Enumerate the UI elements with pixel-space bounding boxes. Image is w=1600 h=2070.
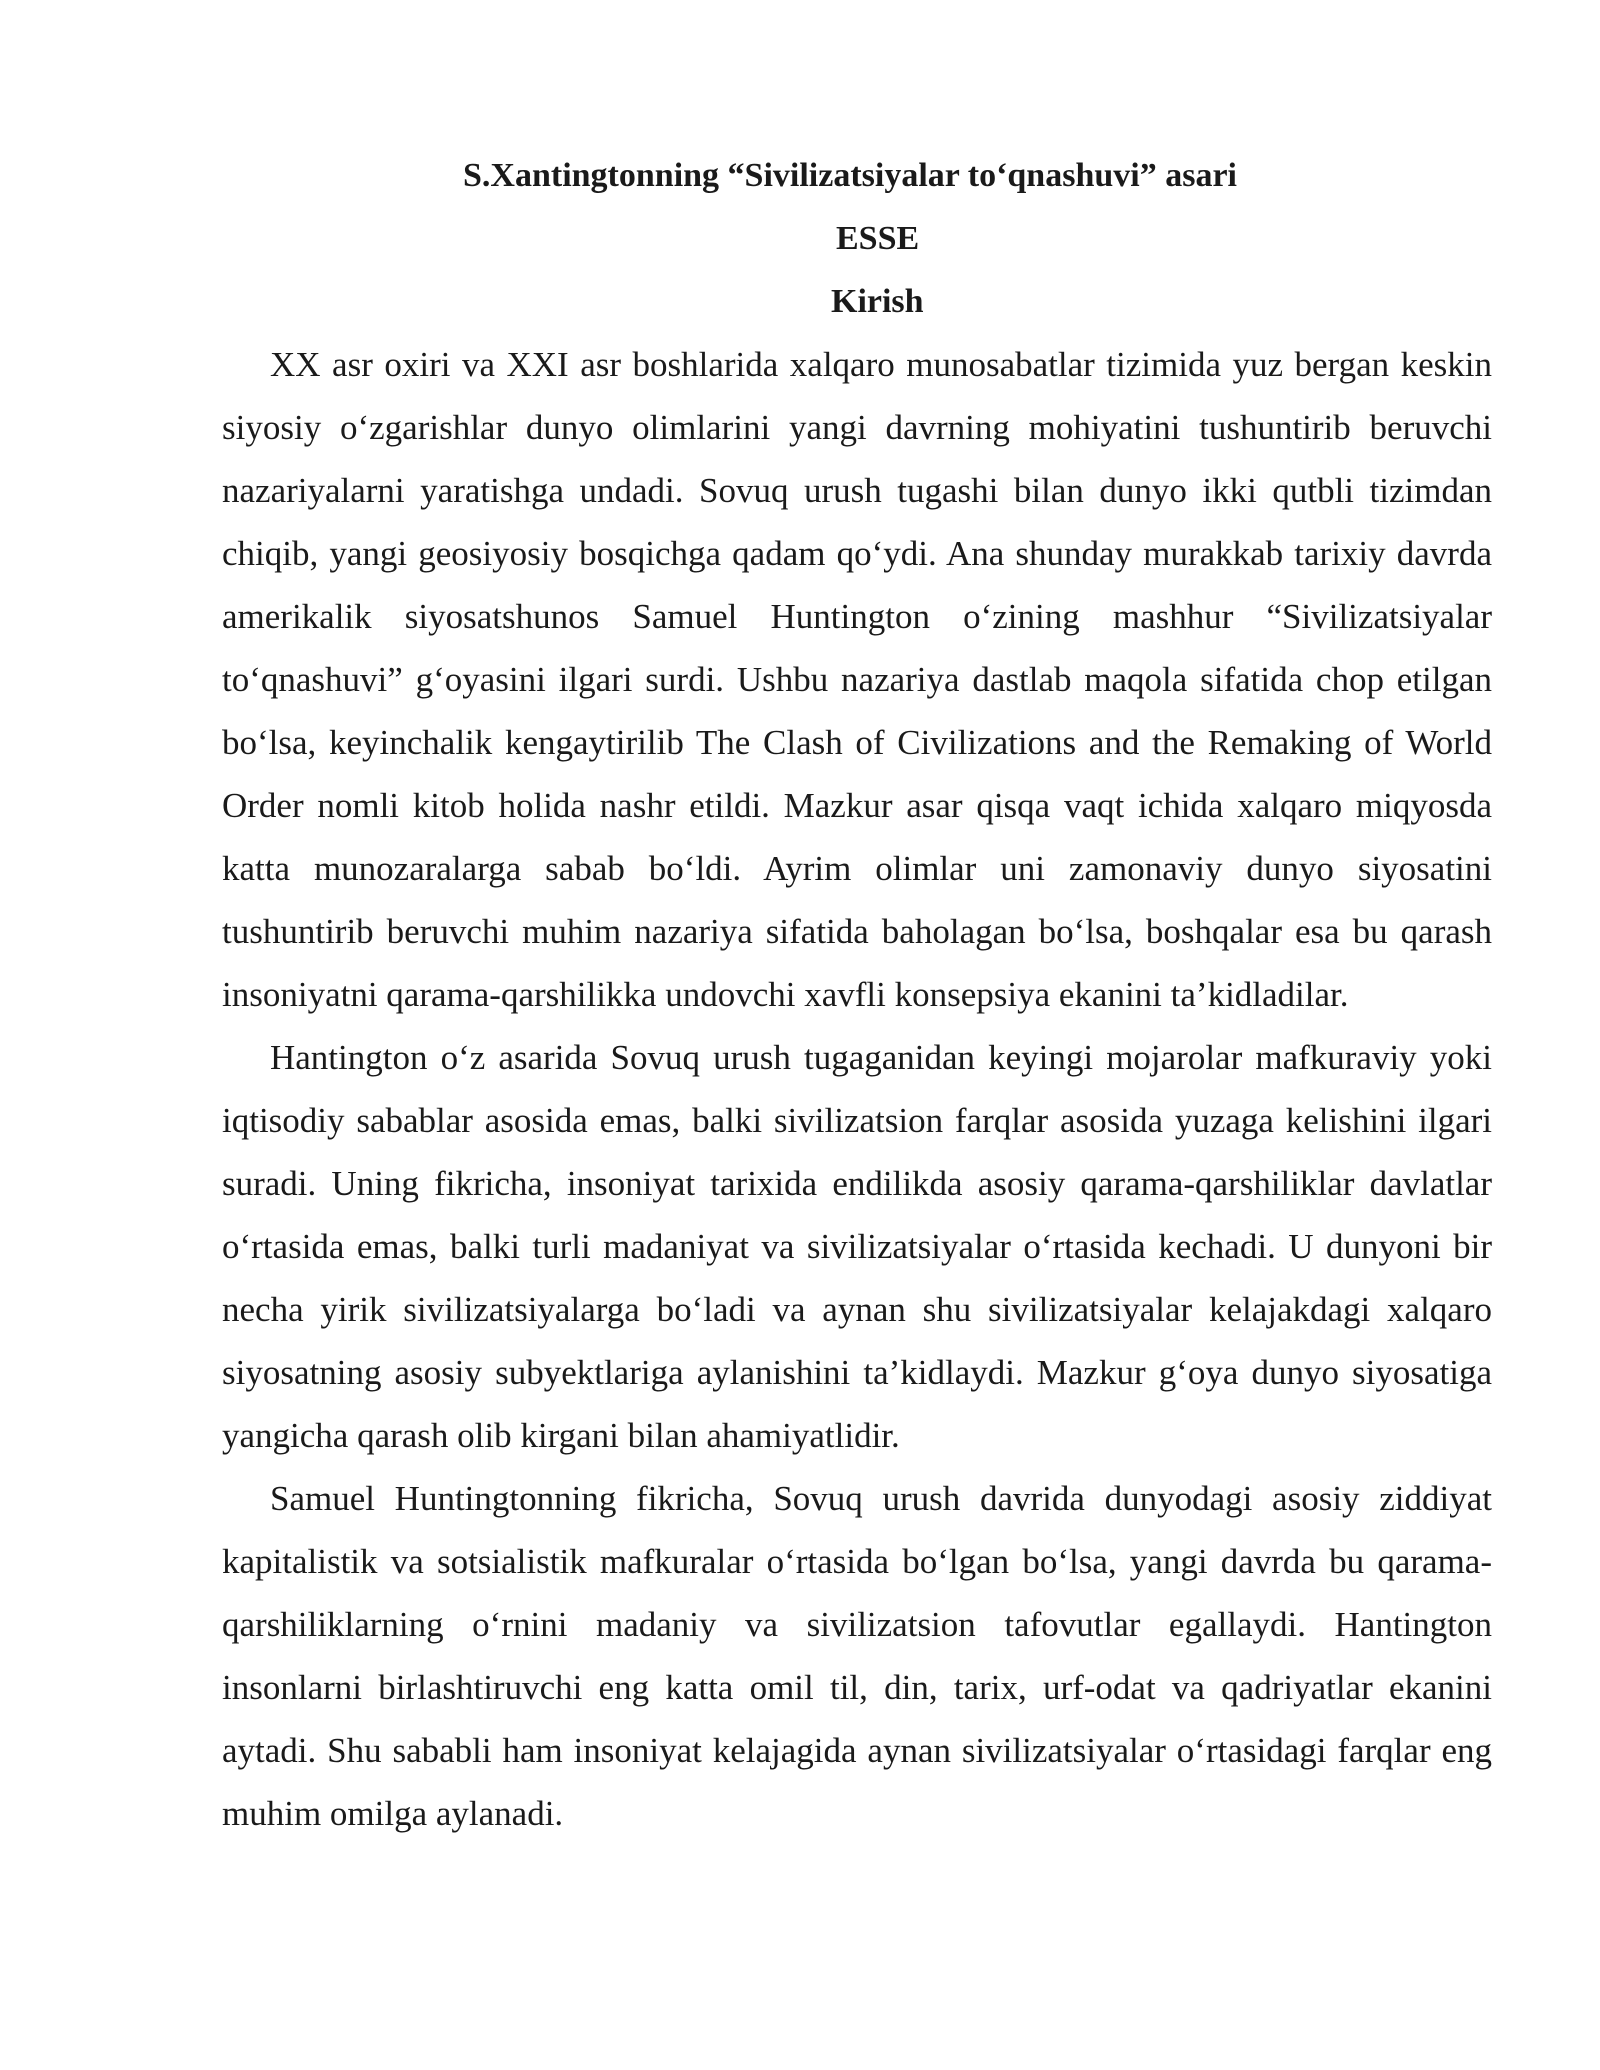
- document-page: [222, 144, 1492, 1845]
- paragraph-2: Hantington o‘z asarida Sovuq urush tugaganidan keyingi mojarolar mafkuraviy yoki iqtisodiy sabablar asosida emas, balki sivilizatsion farqlar asosida yuzaga kelishini ilgari suradi. Uning fikricha, insoniyat tarixida endilikda asosiy qarama-qarshiliklar davlatlar o‘rtasida emas, balki turli madaniyat va sivilizatsiyalar o‘rtasida kechadi. U dunyoni bir necha yirik sivilizatsiyalarga bo‘ladi va aynan shu sivilizatsiyalar kelajakdagi xalqaro siyosatning asosiy subyektlariga aylanishini ta’kidlaydi. Mazkur g‘oya dunyo siyosatiga yangicha qarash olib kirgani bilan ahamiyatlidir.: [222, 1038, 1492, 1455]
- section-heading: Kirish: [831, 283, 924, 320]
- paragraph-1: XX asr oxiri va XXI asr boshlarida xalqaro munosabatlar tizimida yuz bergan keskin siyosiy o‘zgarishlar dunyo olimlarini yangi davrning mohiyatini tushuntirib beruvchi nazariyalarni yaratishga undadi. Sovuq urush tugashi bilan dunyo ikki qutbli tizimdan chiqib, yangi geosiyosiy bosqichga qadam qo‘ydi. Ana shunday murakkab tarixiy davrda amerikalik siyosatshunos Samuel Huntington o‘zining mashhur “Sivilizatsiyalar to‘qnashuvi” g‘oyasini ilgari surdi. Ushbu nazariya dastlab maqola sifatida chop etilgan bo‘lsa, keyinchalik kengaytirilib The Clash of Civilizations and the Remaking of World Order nomli kitob holida nashr etildi. Mazkur asar qisqa vaqt ichida xalqaro miqyosda katta munozaralarga sabab bo‘ldi. Ayrim olimlar uni zamonaviy dunyo siyosatini tushuntirib beruvchi muhim nazariya sifatida baholagan bo‘lsa, boshqalar esa bu qarash insoniyatni qarama-qarshilikka undovchi xavfli konsepsiya ekanini ta’kidladilar.: [222, 345, 1492, 1014]
- document-title: S.Xantingtonning “Sivilizatsiyalar to‘qnashuvi” asari: [463, 157, 1237, 194]
- document-subtitle: ESSE: [836, 220, 920, 257]
- paragraph-3: Samuel Huntingtonning fikricha, Sovuq urush davrida dunyodagi asosiy ziddiyat kapitalistik va sotsialistik mafkuralar o‘rtasida bo‘lgan bo‘lsa, yangi davrda bu qarama-qarshiliklarning o‘rnini madaniy va sivilizatsion tafovutlar egallaydi. Hantington insonlarni birlashtiruvchi eng katta omil til, din, tarix, urf-odat va qadriyatlar ekanini aytadi. Shu sababli ham insoniyat kelajagida aynan sivilizatsiyalar o‘rtasidagi farqlar eng muhim omilga aylanadi.: [222, 1479, 1492, 1833]
